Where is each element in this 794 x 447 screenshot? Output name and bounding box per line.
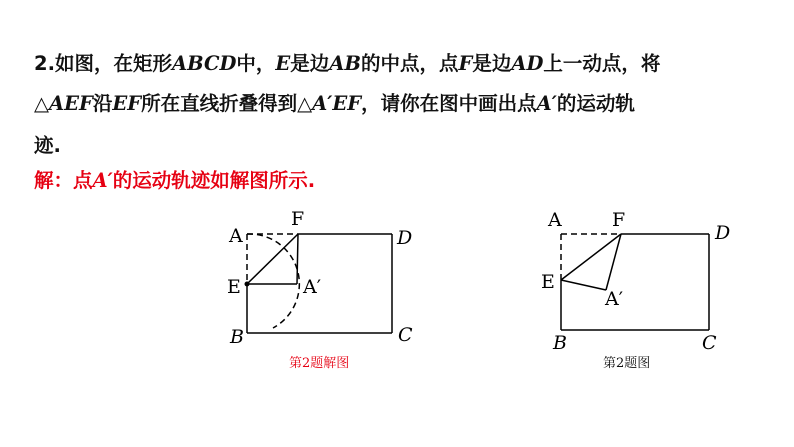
label-A: A [229,225,243,247]
segment-EF [561,234,621,280]
problem-line-2-run: 的运动轨 [556,92,635,115]
problem-line-2-run: ，请你在图中画出点 [361,92,537,115]
segment-EF [247,234,298,284]
label-C: C [702,332,717,354]
problem-text-3: 迹. [34,134,61,157]
problem-line-1-run: 上一动点，将 [543,52,661,75]
label-A-prime: A′ [303,276,322,298]
problem-line-2-run: A′EF [312,92,362,115]
problem-line-1-run: E [275,52,291,75]
label-D: D [715,222,731,244]
problem-line-1-run: 中， [236,52,276,75]
label-C: C [398,324,413,346]
label-E: E [541,271,555,293]
problem-line-2-run: AEF [49,92,93,115]
label-B: B [553,332,567,354]
solution-run: A′ [92,169,113,192]
label-B: B [230,326,244,348]
problem-line-1-run: ABCD [172,52,237,75]
label-F: F [291,208,305,230]
segment-EA-prime [561,280,606,290]
label-A: A [548,209,562,231]
problem-line-1-run: 的中点，点 [360,52,459,75]
problem-line-1-run: 是边 [472,52,512,75]
solution-figure [220,200,430,360]
label-A-prime: A′ [605,288,624,310]
solution-run: 的运动轨迹如解图所示. [112,169,316,192]
problem-figure-caption: 第2题图 [603,356,651,371]
solution-text [34,169,315,192]
problem-text-2 [34,92,635,115]
label-F: F [612,209,626,231]
problem-line-2-run: EF [112,92,142,115]
point-E-dot [245,282,250,287]
problem-line-2-run: 所在直线折叠得到△ [141,92,313,115]
problem-figure [530,200,750,360]
problem-line-1-run: F [458,52,473,75]
problem-line-2-run: △ [34,92,49,115]
problem-line-1-run: 如图，在矩形 [54,52,172,75]
problem-line-3 [34,126,769,166]
label-E: E [227,276,241,298]
segment-FA-prime [297,234,298,284]
problem-line-2 [34,84,769,124]
problem-line-2-run: 沿 [92,92,113,115]
locus-arc [247,234,299,328]
label-D: D [397,227,413,249]
solution-run: 解：点 [34,169,93,192]
problem-line-1 [34,44,769,84]
solution-line [34,163,315,199]
problem-number: 2. [34,52,55,75]
problem-text-1 [55,52,660,75]
segment-FA-prime [606,234,621,290]
problem-line-1-run: AB [329,52,361,75]
solution-figure-caption: 第2题解图 [289,356,350,371]
problem-line-2-run: A′ [536,92,557,115]
problem-line-1-run: AD [511,52,544,75]
problem-line-1-run: 是边 [290,52,330,75]
